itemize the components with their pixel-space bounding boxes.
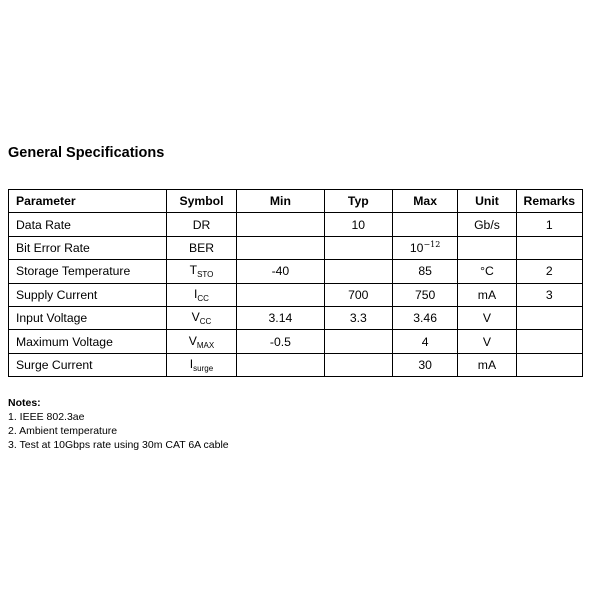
symbol-main: I [189,356,194,371]
max-value: 30 [418,357,432,372]
table-row [9,260,583,283]
cell-symbol [166,236,236,259]
cell-min [237,353,324,376]
cell-remarks: 2 [516,260,582,283]
cell-remarks: 1 [516,213,582,236]
symbol-main: T [189,263,198,278]
cell-symbol [166,260,236,283]
cell-symbol [166,330,236,353]
cell-remarks: 3 [516,283,582,306]
table-row [9,306,583,329]
column-header-parameter: Parameter [9,190,167,213]
cell-min [237,213,324,236]
cell-unit [458,236,516,259]
symbol-subscript: surge [193,363,214,373]
table-body [9,213,583,377]
max-value: 750 [414,287,436,302]
symbol-main: V [191,310,200,325]
column-header-min: Min [237,190,324,213]
cell-max [392,330,457,353]
cell-min: 3.14 [237,306,324,329]
specifications-table [8,189,583,377]
page-title: General Specifications [8,145,165,161]
table-row [9,283,583,306]
max-value: 85 [418,264,432,279]
cell-parameter: Supply Current [9,283,167,306]
cell-typ: 3.3 [324,306,392,329]
cell-remarks [516,306,582,329]
cell-remarks [516,353,582,376]
cell-remarks [516,236,582,259]
notes-section [8,396,229,452]
cell-typ [324,236,392,259]
cell-symbol [166,213,236,236]
symbol-main: V [188,333,197,348]
cell-max [392,236,457,259]
cell-max [392,213,457,236]
cell-parameter: Storage Temperature [9,260,167,283]
symbol-subscript: STO [197,270,214,280]
cell-min: -0.5 [237,330,324,353]
symbol-main: I [194,286,198,301]
cell-unit: °C [458,260,516,283]
cell-parameter: Data Rate [9,213,167,236]
cell-max [392,260,457,283]
cell-min [237,283,324,306]
cell-remarks [516,330,582,353]
symbol-subscript: MAX [196,340,215,350]
cell-min [237,236,324,259]
cell-typ [324,353,392,376]
note-item: 1. IEEE 802.3ae [8,411,85,423]
cell-unit: V [458,330,516,353]
cell-parameter: Surge Current [9,353,167,376]
column-header-symbol: Symbol [166,190,236,213]
table-row [9,353,583,376]
cell-unit: V [458,306,516,329]
table-row [9,236,583,259]
max-value: 10 [409,241,424,256]
cell-parameter: Maximum Voltage [9,330,167,353]
cell-min: -40 [237,260,324,283]
cell-typ [324,330,392,353]
column-header-typ: Typ [324,190,392,213]
note-item: 3. Test at 10Gbps rate using 30m CAT 6A cable [8,439,229,451]
cell-max [392,306,457,329]
cell-typ: 700 [324,283,392,306]
symbol-main: DR [192,217,211,232]
cell-max [392,283,457,306]
cell-unit: mA [458,353,516,376]
column-header-max: Max [392,190,457,213]
cell-symbol [166,353,236,376]
cell-unit: mA [458,283,516,306]
column-header-remarks: Remarks [516,190,582,213]
note-item: 2. Ambient temperature [8,425,118,437]
cell-typ: 10 [324,213,392,236]
cell-typ [324,260,392,283]
max-exponent: −12 [423,240,441,250]
table-header-row [9,190,583,213]
cell-parameter: Input Voltage [9,306,167,329]
cell-unit: Gb/s [458,213,516,236]
cell-max [392,353,457,376]
notes-title: Notes: [8,397,41,409]
symbol-main: BER [188,240,215,255]
table-row [9,213,583,236]
symbol-subscript: CC [197,293,209,303]
table-row [9,330,583,353]
column-header-unit: Unit [458,190,516,213]
max-value: 4 [421,334,429,349]
symbol-subscript: CC [199,317,212,327]
max-value: 3.46 [413,311,437,326]
cell-symbol [166,306,236,329]
cell-parameter: Bit Error Rate [9,236,167,259]
cell-symbol [166,283,236,306]
